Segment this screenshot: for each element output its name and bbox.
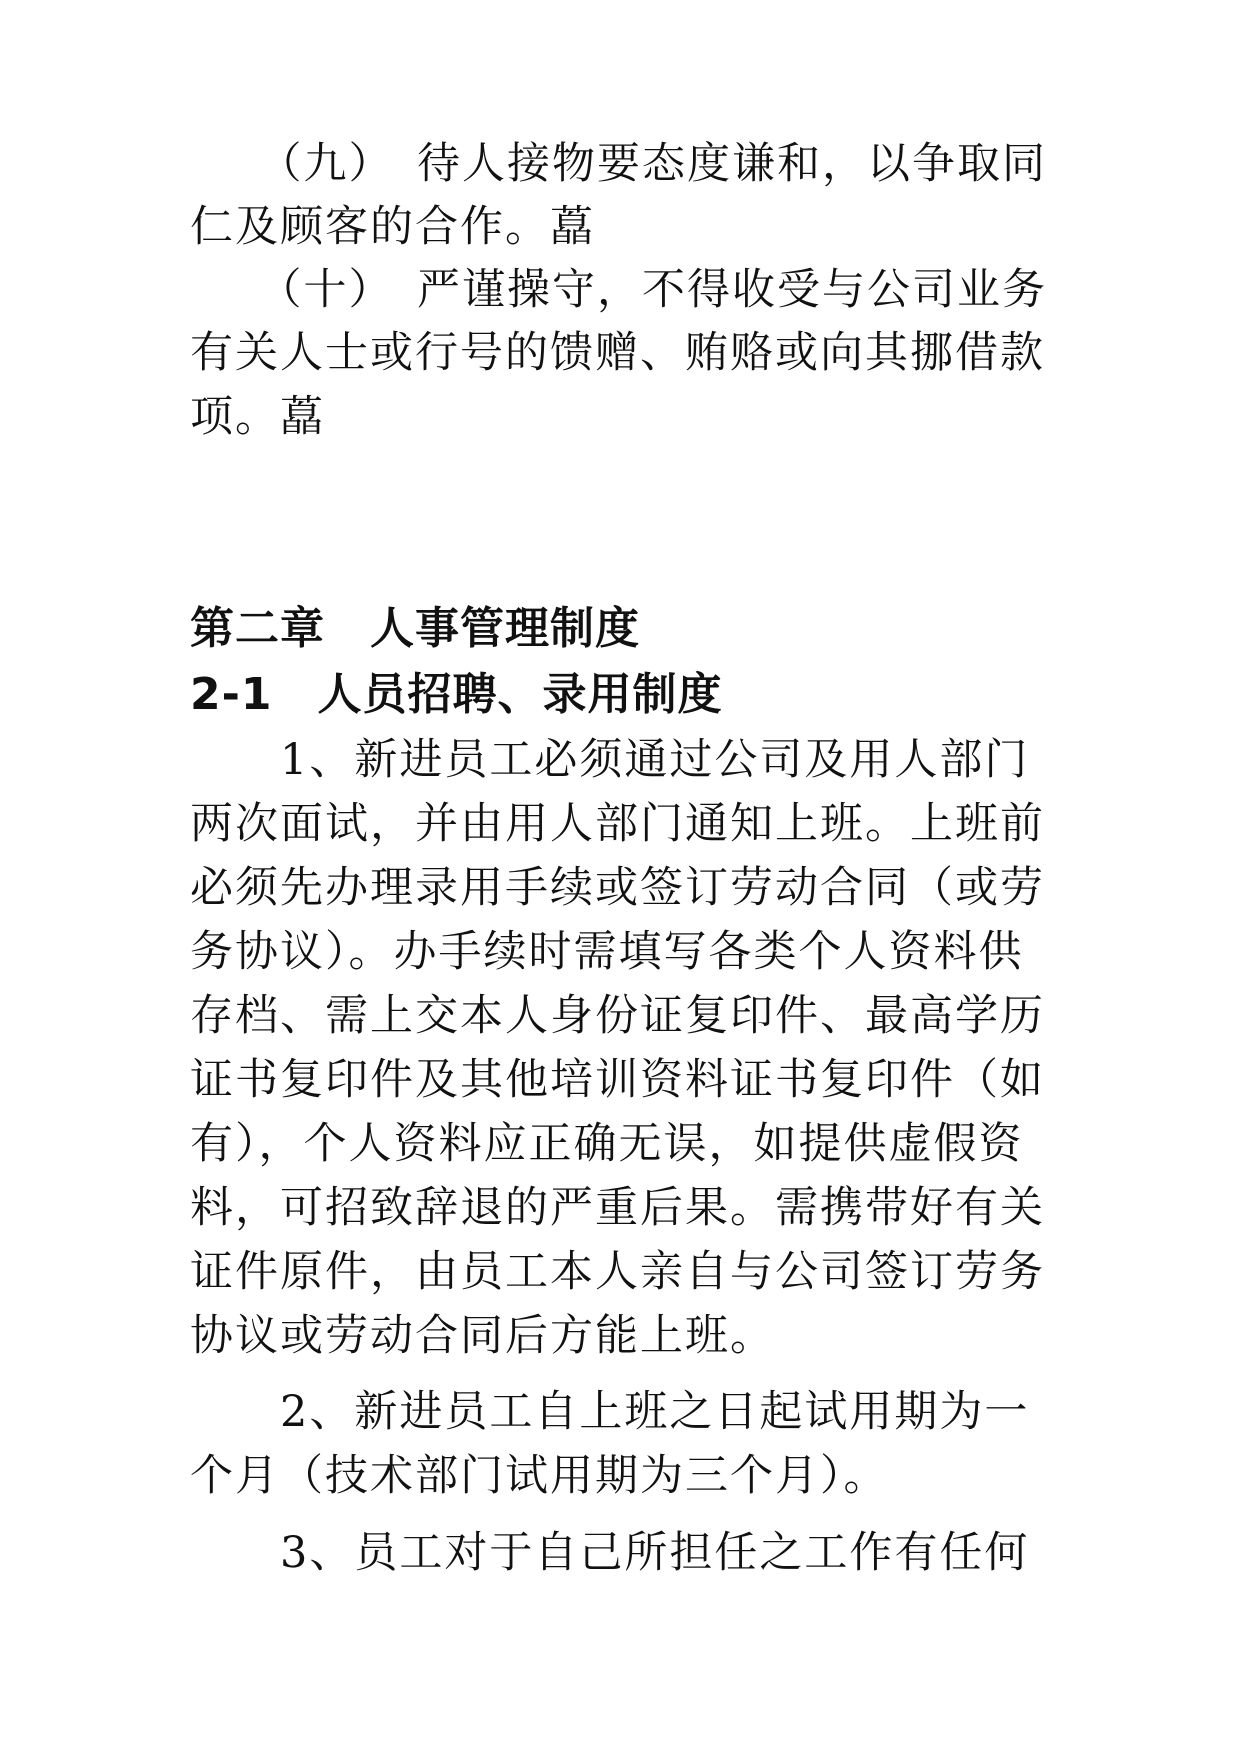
paragraph-line: 证件原件，由员工本人亲自与公司签订劳务: [190, 1247, 1045, 1297]
paragraph-line: 1、新进员工必须通过公司及用人部门: [190, 735, 1030, 785]
paragraph-line: 必须先办理录用手续或签订劳动合同（或劳: [190, 863, 1045, 913]
paragraph-line: 证书复印件及其他培训资料证书复印件（如: [190, 1055, 1045, 1105]
paragraph-line: 存档、需上交本人身份证复印件、最高学历: [190, 991, 1045, 1041]
text-line: 项。藠: [190, 392, 325, 442]
text-line: 有关人士或行号的馈赠、贿赂或向其挪借款: [190, 328, 1045, 378]
paragraph-line: 有），个人资料应正确无误，如提供虚假资: [190, 1119, 1024, 1169]
paragraph-line: 协议或劳动合同后方能上班。: [190, 1311, 775, 1361]
paragraph-line: 务协议）。办手续时需填写各类个人资料供: [190, 927, 1024, 977]
text-line: （九） 待人接物要态度谦和，以争取同: [190, 139, 1047, 189]
paragraph-line: 料，可招致辞退的严重后果。需携带好有关: [190, 1183, 1045, 1233]
paragraph-line: 3、员工对于自己所担任之工作有任何: [190, 1528, 1030, 1578]
text-line: 仁及顾客的合作。藠: [190, 202, 595, 252]
section-heading: 2-1 人员招聘、录用制度: [190, 669, 723, 720]
paragraph-line: 2、新进员工自上班之日起试用期为一: [190, 1387, 1030, 1437]
text-line: （十） 严谨操守，不得收受与公司业务: [190, 265, 1047, 315]
paragraph-line: 个月（技术部门试用期为三个月）。: [190, 1451, 889, 1501]
paragraph-line: 两次面试，并由用人部门通知上班。上班前: [190, 799, 1045, 849]
chapter-heading: 第二章 人事管理制度: [190, 603, 640, 654]
